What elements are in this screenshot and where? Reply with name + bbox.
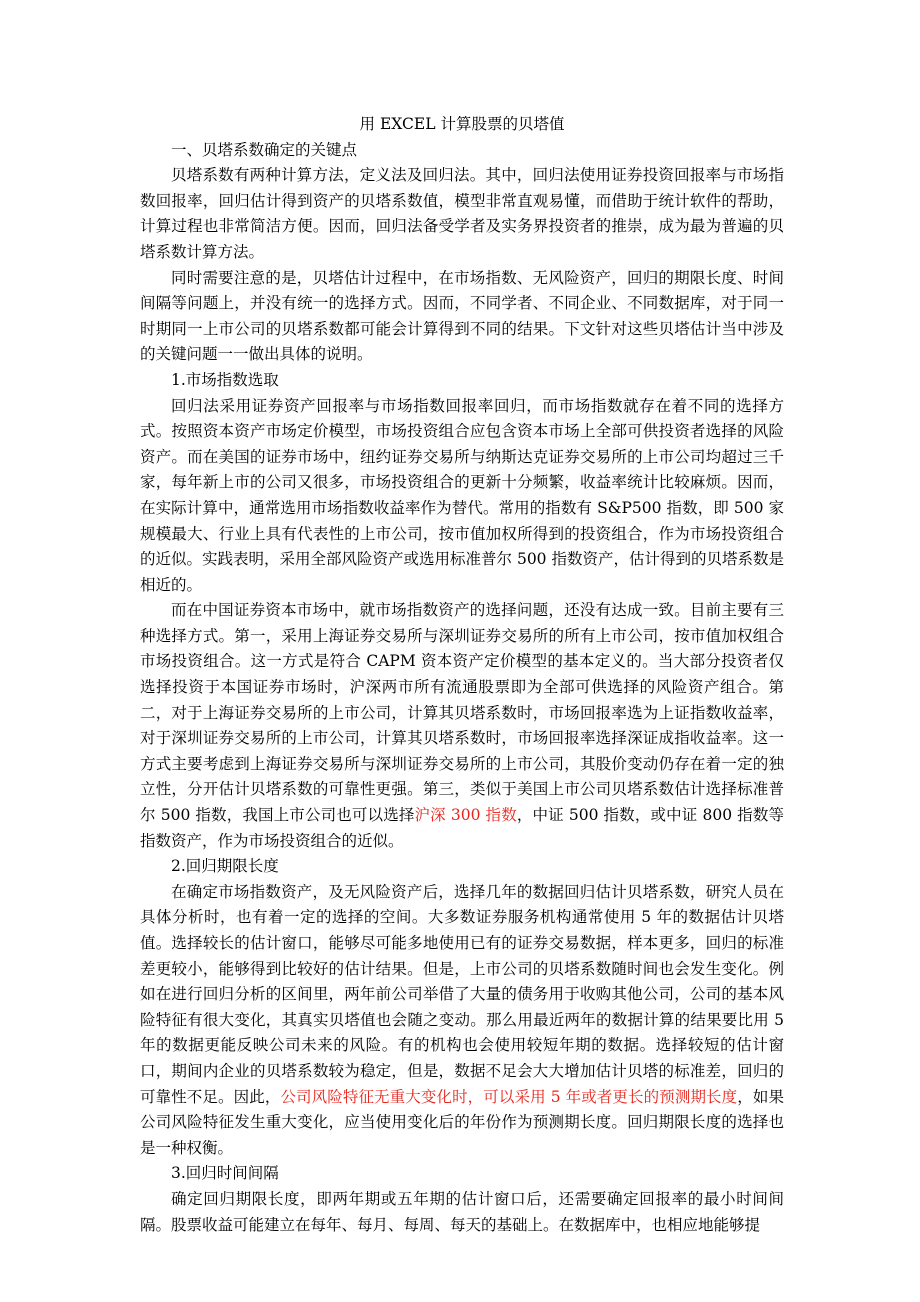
paragraph-2: 同时需要注意的是，贝塔估计过程中，在市场指数、无风险资产，回归的期限长度、时间间隔等问题上，并没有统一的选择方式。因而，不同学者、不同企业、不同数据库，对于同一时期同一上市公司的贝塔系数都可能会计算得到不同的结果。下文针对这些贝塔估计当中涉及的关键问题一一做出具体的说明。 xyxy=(140,268,784,364)
paragraph-4 xyxy=(140,598,784,854)
paragraph-6: 确定回归期限长度，即两年期或五年期的估计窗口后，还需要确定回报率的最小时间间隔。股票收益可能建立在每年、每月、每周、每天的基础上。在数据库中，也相应地能够提 xyxy=(140,1189,784,1234)
document-page xyxy=(140,112,784,1238)
subheading-time-interval: 3.回归时间间隔 xyxy=(171,1164,279,1183)
document-title: 用 EXCEL 计算股票的贝塔值 xyxy=(359,115,565,133)
highlight-hs300: 沪深 300 指数 xyxy=(414,806,517,825)
section-heading-1: 一、贝塔系数确定的关键点 xyxy=(171,140,358,159)
highlight-period-length: 公司风险特征无重大变化时，可以采用 5 年或者更长的预测期长度 xyxy=(280,1087,738,1106)
subheading-regression-length: 2.回归期限长度 xyxy=(171,857,279,876)
paragraph-4-text-b: ，中证 500 指数，或中证 800 指数等指数资产，作为市场投资组合的近似。 xyxy=(140,806,784,850)
subheading-market-index: 1.市场指数选取 xyxy=(171,370,279,389)
paragraph-5 xyxy=(140,880,784,1162)
paragraph-1: 贝塔系数有两种计算方法，定义法及回归法。其中，回归法使用证券投资回报率与市场指数回报率，回归估计得到资产的贝塔系数值，模型非常直观易懂，而借助于统计软件的帮助，计算过程也非常简洁方便。因而，回归法备受学者及实务界投资者的推崇，成为最为普遍的贝塔系数计算方法。 xyxy=(140,166,784,261)
paragraph-5-text-a: 在确定市场指数资产，及无风险资产后，选择几年的数据回归估计贝塔系数，研究人员在具体分析时，也有着一定的选择的空间。大多数证券服务机构通常使用 5 年的数据估计贝塔值。选择较长的估计窗口，能够尽可能多地使用已有的证券交易数据，样本更多，回归的标准差更较小，能够得到比较好的估计结果。但是，上市公司的贝塔系数随时间也会发生变化。例如在进行回归分析的区间里，两年前公司举借了大量的债务用于收购其他公司，公司的基本风险特征有很大变化，其真实贝塔值也会随之变动。那么用最近两年的数据计算的结果要比用 5 年的数据更能反映公司未来的风险。有的机构也会使用较短年期的数据。选择较短的估计窗口，期间内企业的贝塔系数较为稳定，但是，数据不足会大大增加估计贝塔的标准差，回归的可靠性不足。因此， xyxy=(140,882,784,1106)
paragraph-3: 回归法采用证券资产回报率与市场指数回报率回归，而市场指数就存在着不同的选择方式。按照资本资产市场定价模型，市场投资组合应包含资本市场上全部可供投资者选择的风险资产。而在美国的证券市场中，纽约证券交易所与纳斯达克证券交易所的上市公司均超过三千家，每年新上市的公司又很多，市场投资组合的更新十分频繁，收益率统计比较麻烦。因而，在实际计算中，通常选用市场指数收益率作为替代。常用的指数有 S&P500 指数，即 500 家规模最大、行业上具有代表性的上市公司，按市值加权所得到的投资组合，作为市场投资组合的近似。实践表明，采用全部风险资产或选用标准普尔 500 指数资产，估计得到的贝塔系数是相近的。 xyxy=(140,396,784,594)
paragraph-5-text-b: ，如果公司风险特征发生重大变化，应当使用变化后的年份作为预测期长度。回归期限长度的选择也是一种权衡。 xyxy=(140,1087,784,1157)
paragraph-4-text-a: 而在中国证券资本市场中，就市场指数资产的选择问题，还没有达成一致。目前主要有三种选择方式。第一，采用上海证券交易所与深圳证券交易所的所有上市公司，按市值加权组合市场投资组合。这一方式是符合 CAPM 资本资产定价模型的基本定义的。当大部分投资者仅选择投资于本国证券市场时，沪深两市所有流通股票即为全部可供选择的风险资产组合。第二，对于上海证券交易所的上市公司，计算其贝塔系数时，市场回报率选为上证指数收益率，对于深圳证券交易所的上市公司，计算其贝塔系数时，市场回报率选择深证成指收益率。这一方式主要考虑到上海证券交易所与深圳证券交易所的上市公司，其股价变动仍存在着一定的独立性，分开估计贝塔系数的可靠性更强。第三，类似于美国上市公司贝塔系数估计选择标准普尔 500 指数，我国上市公司也可以选择 xyxy=(140,601,784,825)
